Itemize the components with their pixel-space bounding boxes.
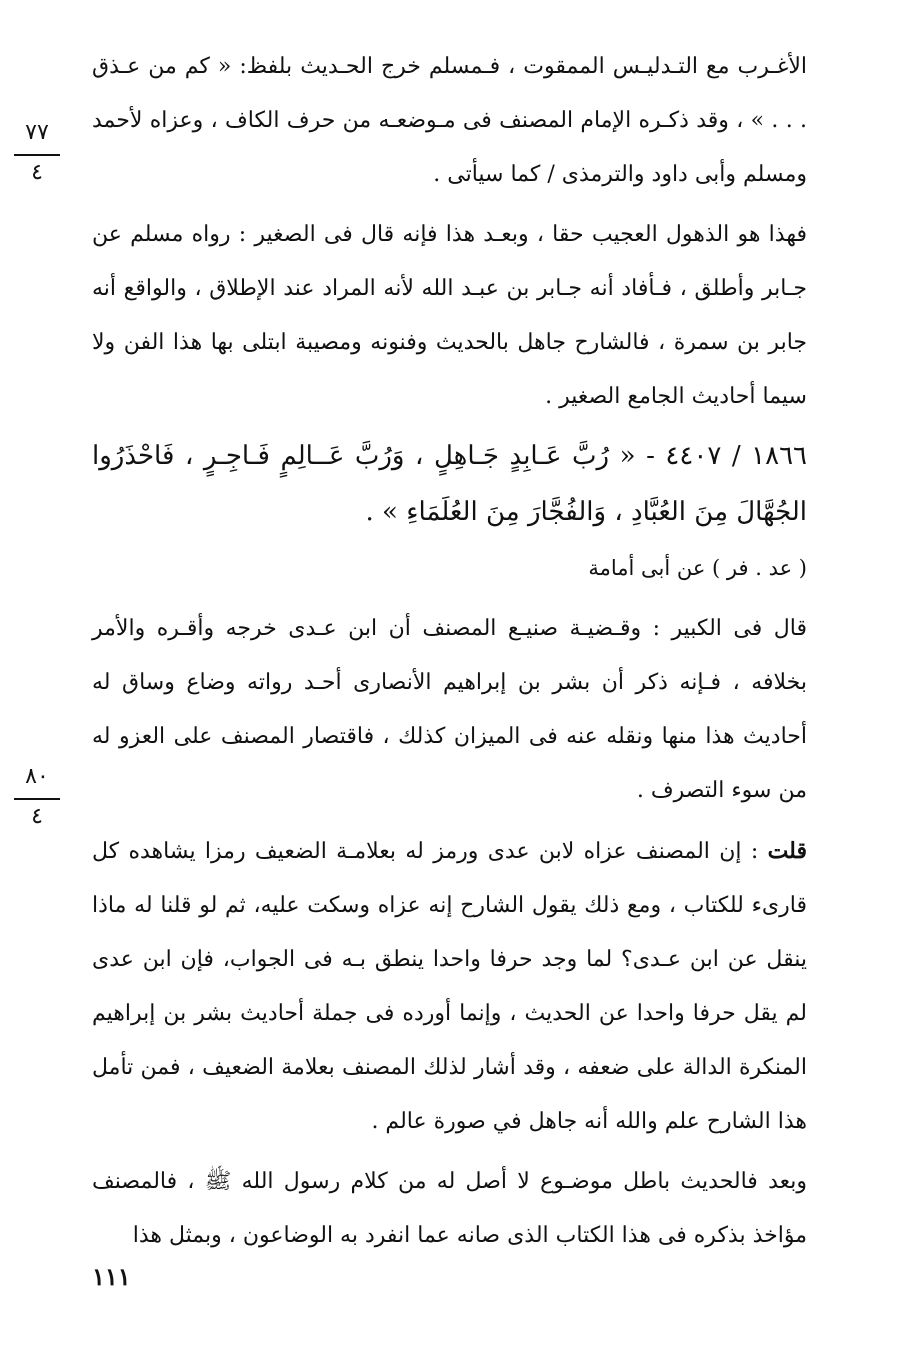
paragraph-5: وبعد فالحديث باطل موضـوع لا أصل له من كلام رسول الله ﷺ ، فالمصنف مؤاخذ بذكره فى هذا الكتاب الذى صانه عما انفرد به الوضاعون ، وبمثل هذا	[92, 1169, 807, 1248]
page-number: ١١١	[92, 1262, 131, 1291]
margin-ref-part: ٤	[31, 160, 43, 185]
margin-reference-1	[12, 118, 62, 188]
paragraph-3: قال فى الكبير : وقـضيـة صنيـع المصنف أن ابن عـدى خرجه وأقـره والأمر بخلافه ، فـإنه ذكر أن بشر بن إبراهيم الأنصارى أحـد رواته وضاع وساق له أحاديث هذا منها ونقله عنه فى الميزان كذلك ، فاقتصار المصنف على العزو له من سوء التصرف .	[92, 616, 807, 803]
hadith-source: ( عد . فر ) عن أبى أمامة	[588, 556, 807, 580]
margin-ref-volume-page: ٧٧	[25, 120, 49, 145]
hadith-text: ١٨٦٦ / ٤٤٠٧ - « رُبَّ عَـابِدٍ جَـاهِلٍ ، وَرُبَّ عَــالِمٍ فَـاجِـرٍ ، فَاحْذَرُوا الجُهَّالَ مِنَ العُبَّادِ ، وَالفُجَّارَ مِنَ العُلَمَاءِ » .	[92, 441, 808, 527]
main-text-column	[92, 40, 807, 1263]
paragraph-2: فهذا هو الذهول العجيب حقا ، وبعـد هذا فإنه قال فى الصغير : رواه مسلم عن جـابر وأطلق ، فـأفاد أنه جـابر بن عبـد الله لأنه المراد عند الإطلاق ، والواقع أنه جابر بن سمرة ، فالشارح جاهل بالحديث وفنونه ومصيبة ابتلى بها هذا الفن ولا سيما أحاديث الجامع الصغير .	[92, 222, 807, 409]
paragraph-1: الأغـرب مع التـدليـس الممقوت ، فـمسلم خرج الحـديث بلفظ: « كم من عـذق . . . » ، وقد ذكـره الإمام المصنف فى مـوضعـه من حرف الكاف ، وعزاه لأحمد ومسلم وأبى داود والترمذى / كما سيأتى .	[92, 54, 807, 187]
paragraph-4-lead: قلت	[767, 838, 807, 864]
margin-reference-2	[12, 762, 62, 832]
margin-ref-part: ٤	[31, 804, 43, 829]
paragraph-4-body: : إن المصنف عزاه لابن عدى ورمز له بعلامـة الضعيف رمزا يشاهده كل قارىء للكتاب ، ومع ذلك يقول الشارح إنه عزاه وسكت عليه، ثم لو قلنا له ماذا ينقل عن ابن عـدى؟ لما وجد حرفا واحدا ينطق بـه فى الجواب، فإن ابن عدى لم يقل حرفا واحدا عن الحديث ، وإنما أورده فى جملة أحاديث بشر بن إبراهيم المنكرة الدالة على ضعفه ، وقد أشار لذلك المصنف بعلامة الضعيف ، فمن تأمل هذا الشارح علم والله أنه جاهل في صورة عالم .	[92, 839, 807, 1134]
hadith-entry	[92, 428, 807, 594]
paragraph-4	[92, 824, 807, 1149]
margin-ref-volume-page: ٨٠	[25, 764, 49, 789]
